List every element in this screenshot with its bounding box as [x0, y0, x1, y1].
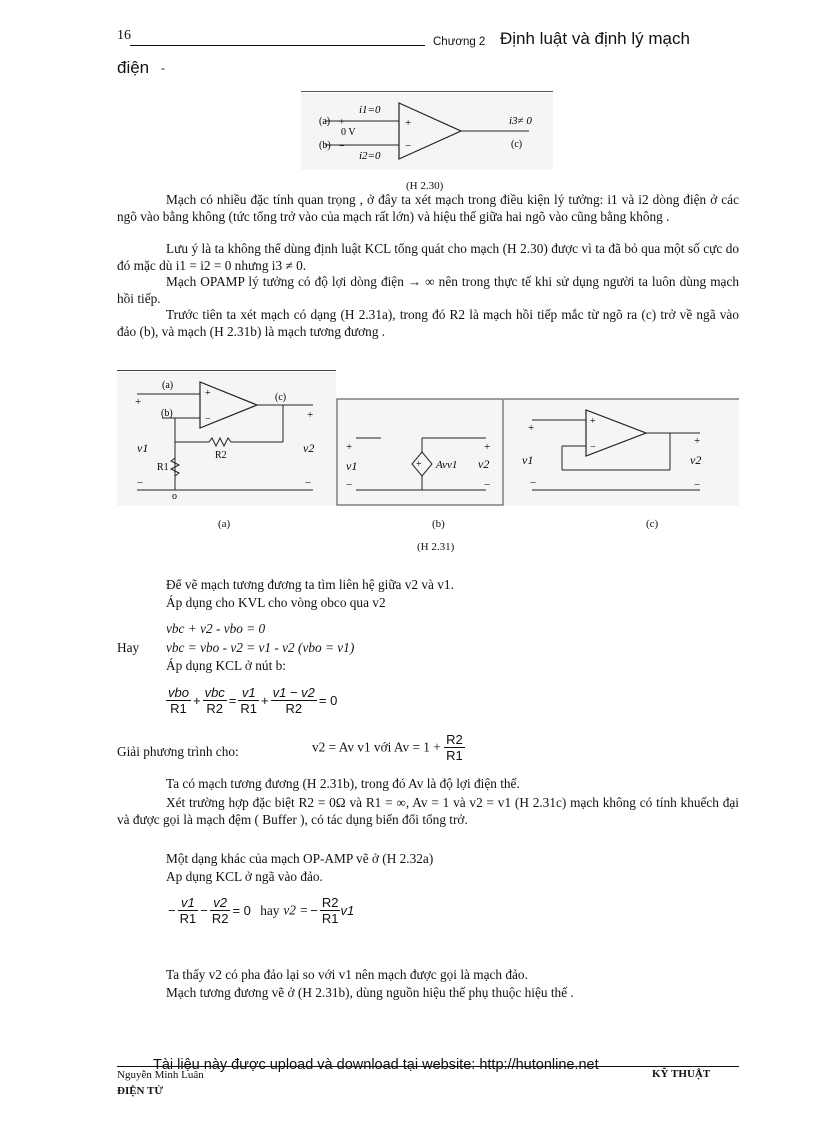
label-r2: R2	[215, 450, 227, 461]
page-number: 16	[117, 28, 131, 43]
num: v2	[210, 895, 231, 911]
figure-2-30	[301, 93, 553, 170]
op-eq: =	[228, 693, 237, 708]
label-minus-right: −	[484, 479, 491, 491]
figure-2-31c	[504, 398, 739, 506]
paragraph-kcl-note: Lưu ý là ta không thể dùng định luật KCL tổng quát cho mạch (H 2.30) được vì ta đã bỏ qua một số cực do đó mặc dù i1 = i2 = 0 nhưng i3 ≠ 0.	[117, 241, 739, 273]
label-plus-left: +	[528, 422, 535, 434]
footer-dept-left: ĐIỆN TỬ	[117, 1085, 164, 1097]
solve-expression: v2 = Av v1 với Av = 1 +	[312, 739, 441, 755]
den: R1	[240, 701, 258, 716]
dependent-source	[412, 452, 432, 476]
label-plus-right: +	[307, 409, 314, 421]
den: R2	[285, 701, 303, 716]
label-c: (c)	[511, 139, 523, 150]
num: R2	[446, 732, 463, 747]
label-a: (a)	[162, 380, 174, 391]
label-i1: i1=0	[359, 104, 381, 116]
text-equivalent-source: Mạch tương đương vẽ ở (H 2.31b), dùng nguồn hiệu thế phụ thuộc hiệu thế .	[166, 985, 574, 1000]
label-opamp-minus: −	[405, 140, 412, 152]
fraction-1	[178, 895, 199, 926]
num: v1	[178, 895, 199, 911]
label-plus-right: +	[694, 435, 701, 447]
label-v1: v1	[346, 459, 358, 473]
text-inverting-phase: Ta thấy v2 có pha đảo lại so với v1 nên mạch được gọi là mạch đảo.	[166, 967, 528, 982]
label-opamp-plus: +	[205, 388, 211, 399]
equation-kcl-node-b	[166, 685, 339, 716]
equation-kvl-2: vbc = vbo - v2 = v1 - v2 (vbo = v1)	[166, 640, 355, 655]
opamp-diagram-230	[301, 93, 553, 170]
num: v1 − v2	[272, 685, 315, 700]
figure-2-31-sub-c: (c)	[646, 518, 659, 530]
den: R1	[179, 911, 197, 926]
chapter-title-cont: điện	[117, 58, 150, 77]
text-kvl-apply: Áp dụng cho KVL cho vòng obco qua v2	[166, 595, 386, 610]
op-plus: +	[192, 693, 201, 708]
label-src-plus: +	[416, 459, 422, 470]
fraction-4	[271, 685, 317, 716]
label-plus-left: +	[135, 396, 142, 408]
label-v2: v2	[478, 457, 490, 471]
fraction-3	[238, 685, 259, 716]
text-v2eq: v2 =	[283, 902, 309, 918]
chapter-title: Định luật và định lý mạch	[500, 29, 690, 48]
text-solve-label: Giải phương trình cho:	[117, 744, 239, 759]
label-opamp-minus: −	[205, 414, 211, 425]
den: R1	[170, 701, 187, 716]
op-rhs: = 0	[318, 693, 338, 708]
label-v2: v2	[690, 453, 702, 467]
chapter-dash: -	[161, 61, 165, 75]
label-a: (a)	[319, 116, 331, 127]
op-minus: −	[168, 903, 176, 918]
num: vbo	[168, 685, 189, 700]
equation-kvl-1: vbc + v2 - vbo = 0	[166, 621, 266, 636]
den: R2	[211, 911, 229, 926]
text-hay: Hay	[117, 640, 140, 655]
fraction-1	[166, 685, 191, 716]
op-plus: +	[261, 693, 269, 708]
text-kcl-inverting: Ap dụng KCL ở ngã vào đảo.	[166, 869, 323, 884]
figure-2-30-caption: (H 2.30)	[406, 180, 444, 192]
chapter-prefix: Chương 2	[433, 36, 486, 48]
figure-2-31b	[336, 398, 504, 506]
num: v1	[238, 685, 259, 701]
den: R1	[321, 911, 339, 926]
label-o: o	[172, 491, 177, 502]
op-minus: −	[310, 903, 318, 918]
num: R2	[321, 895, 339, 910]
label-b: (b)	[161, 408, 173, 419]
circuit-231c	[504, 398, 739, 506]
label-minus-left: −	[530, 477, 537, 489]
circuit-231a	[117, 372, 336, 506]
num: vbc	[204, 685, 225, 700]
label-v1: v1	[137, 441, 149, 455]
fraction-2	[203, 685, 227, 716]
label-c: (c)	[275, 392, 287, 403]
label-minus-left: −	[137, 477, 144, 489]
label-v1: v1	[522, 453, 534, 467]
op-eq0: = 0	[232, 903, 251, 918]
label-v2: v2	[303, 441, 315, 455]
figure-2-31a	[117, 372, 336, 506]
label-i2: i2=0	[359, 150, 381, 162]
fraction-3	[320, 895, 341, 926]
figure-2-31-sub-a: (a)	[218, 518, 231, 530]
label-b-minus: −	[339, 141, 345, 152]
equation-solve	[312, 732, 465, 763]
circuit-231b	[336, 398, 504, 506]
label-opamp-minus: −	[590, 442, 596, 453]
footer-dept-right: KỸ THUẬT	[652, 1068, 711, 1080]
figure-2-30-rule	[301, 91, 553, 92]
paragraph-opamp-gain: Mạch OPAMP lý tưởng có độ lợi dòng điện → ∞ nên trong thực tế khi sử dụng người ta luôn dùng mạch hồi tiếp.	[117, 274, 739, 306]
label-opamp-plus: +	[590, 416, 596, 427]
figure-2-31-sub-b: (b)	[432, 518, 445, 530]
text-kcl-apply: Áp dụng KCL ở nút b:	[166, 658, 286, 673]
paragraph-ideal-conditions: Mạch có nhiều đặc tính quan trọng , ở đây ta xét mạch trong điều kiện lý tưởng: i1 và i2 dòng điện ở các ngõ vào bằng không (tức tổng trở vào của mạch rất lớn) và hiệu thế giữa hai ngõ vào cũng bằng không .	[117, 192, 739, 224]
figure-2-31a-rule	[117, 370, 336, 371]
label-0v: 0 V	[341, 127, 356, 138]
paragraph-feedback: Trước tiên ta xét mạch có dạng (H 2.31a), trong đó R2 là mạch hồi tiếp mắc từ ngõ ra (c) trở về ngã vào đảo (b), và mạch (H 2.31b) là mạch tương đương .	[117, 307, 739, 339]
label-minus-right: −	[694, 479, 701, 491]
footer-watermark: Tài liệu này được upload và download tại website: http://hutonline.net	[153, 1057, 599, 1073]
figure-2-31-caption: (H 2.31)	[417, 541, 455, 553]
label-opamp-plus: +	[405, 117, 412, 129]
text-equivalent-gain: Ta có mạch tương đương (H 2.31b), trong đó Av là độ lợi điện thế.	[166, 776, 520, 791]
resistor-r2	[209, 438, 231, 446]
label-b: (b)	[319, 140, 331, 151]
paragraph-buffer: Xét trường hợp đặc biệt R2 = 0Ω và R1 = ∞, Av = 1 và v2 = v1 (H 2.31c) mạch không có tính khuếch đại và được gọi là mạch đệm ( Buffer ), có tác dụng biến đổi tổng trở.	[117, 795, 739, 827]
label-minus-left: −	[346, 479, 353, 491]
op-minus: −	[200, 903, 208, 918]
den: R2	[206, 701, 223, 716]
footer-author: Nguyễn Minh Luân	[117, 1069, 204, 1081]
text-v1: v1	[340, 903, 355, 918]
label-av: Avv1	[436, 459, 458, 471]
fraction-2	[210, 895, 231, 926]
text-equivalent-intro: Để vẽ mạch tương đương ta tìm liên hệ giữa v2 và v1.	[166, 577, 454, 592]
label-plus-right: +	[484, 441, 491, 453]
label-plus-left: +	[346, 441, 353, 453]
fraction-gain	[444, 732, 465, 763]
label-i3: i3≠ 0	[509, 115, 532, 127]
frame	[337, 399, 503, 505]
label-r1: R1	[157, 462, 169, 473]
label-a-plus: +	[339, 117, 345, 128]
text-hay-inline: hay	[260, 902, 280, 918]
label-minus-right: −	[305, 477, 312, 489]
den: R1	[446, 748, 463, 763]
text-opamp-other: Một dạng khác của mạch OP-AMP vẽ ở (H 2.32a)	[166, 851, 434, 866]
equation-inverting	[166, 895, 354, 926]
header-rule	[130, 45, 425, 46]
